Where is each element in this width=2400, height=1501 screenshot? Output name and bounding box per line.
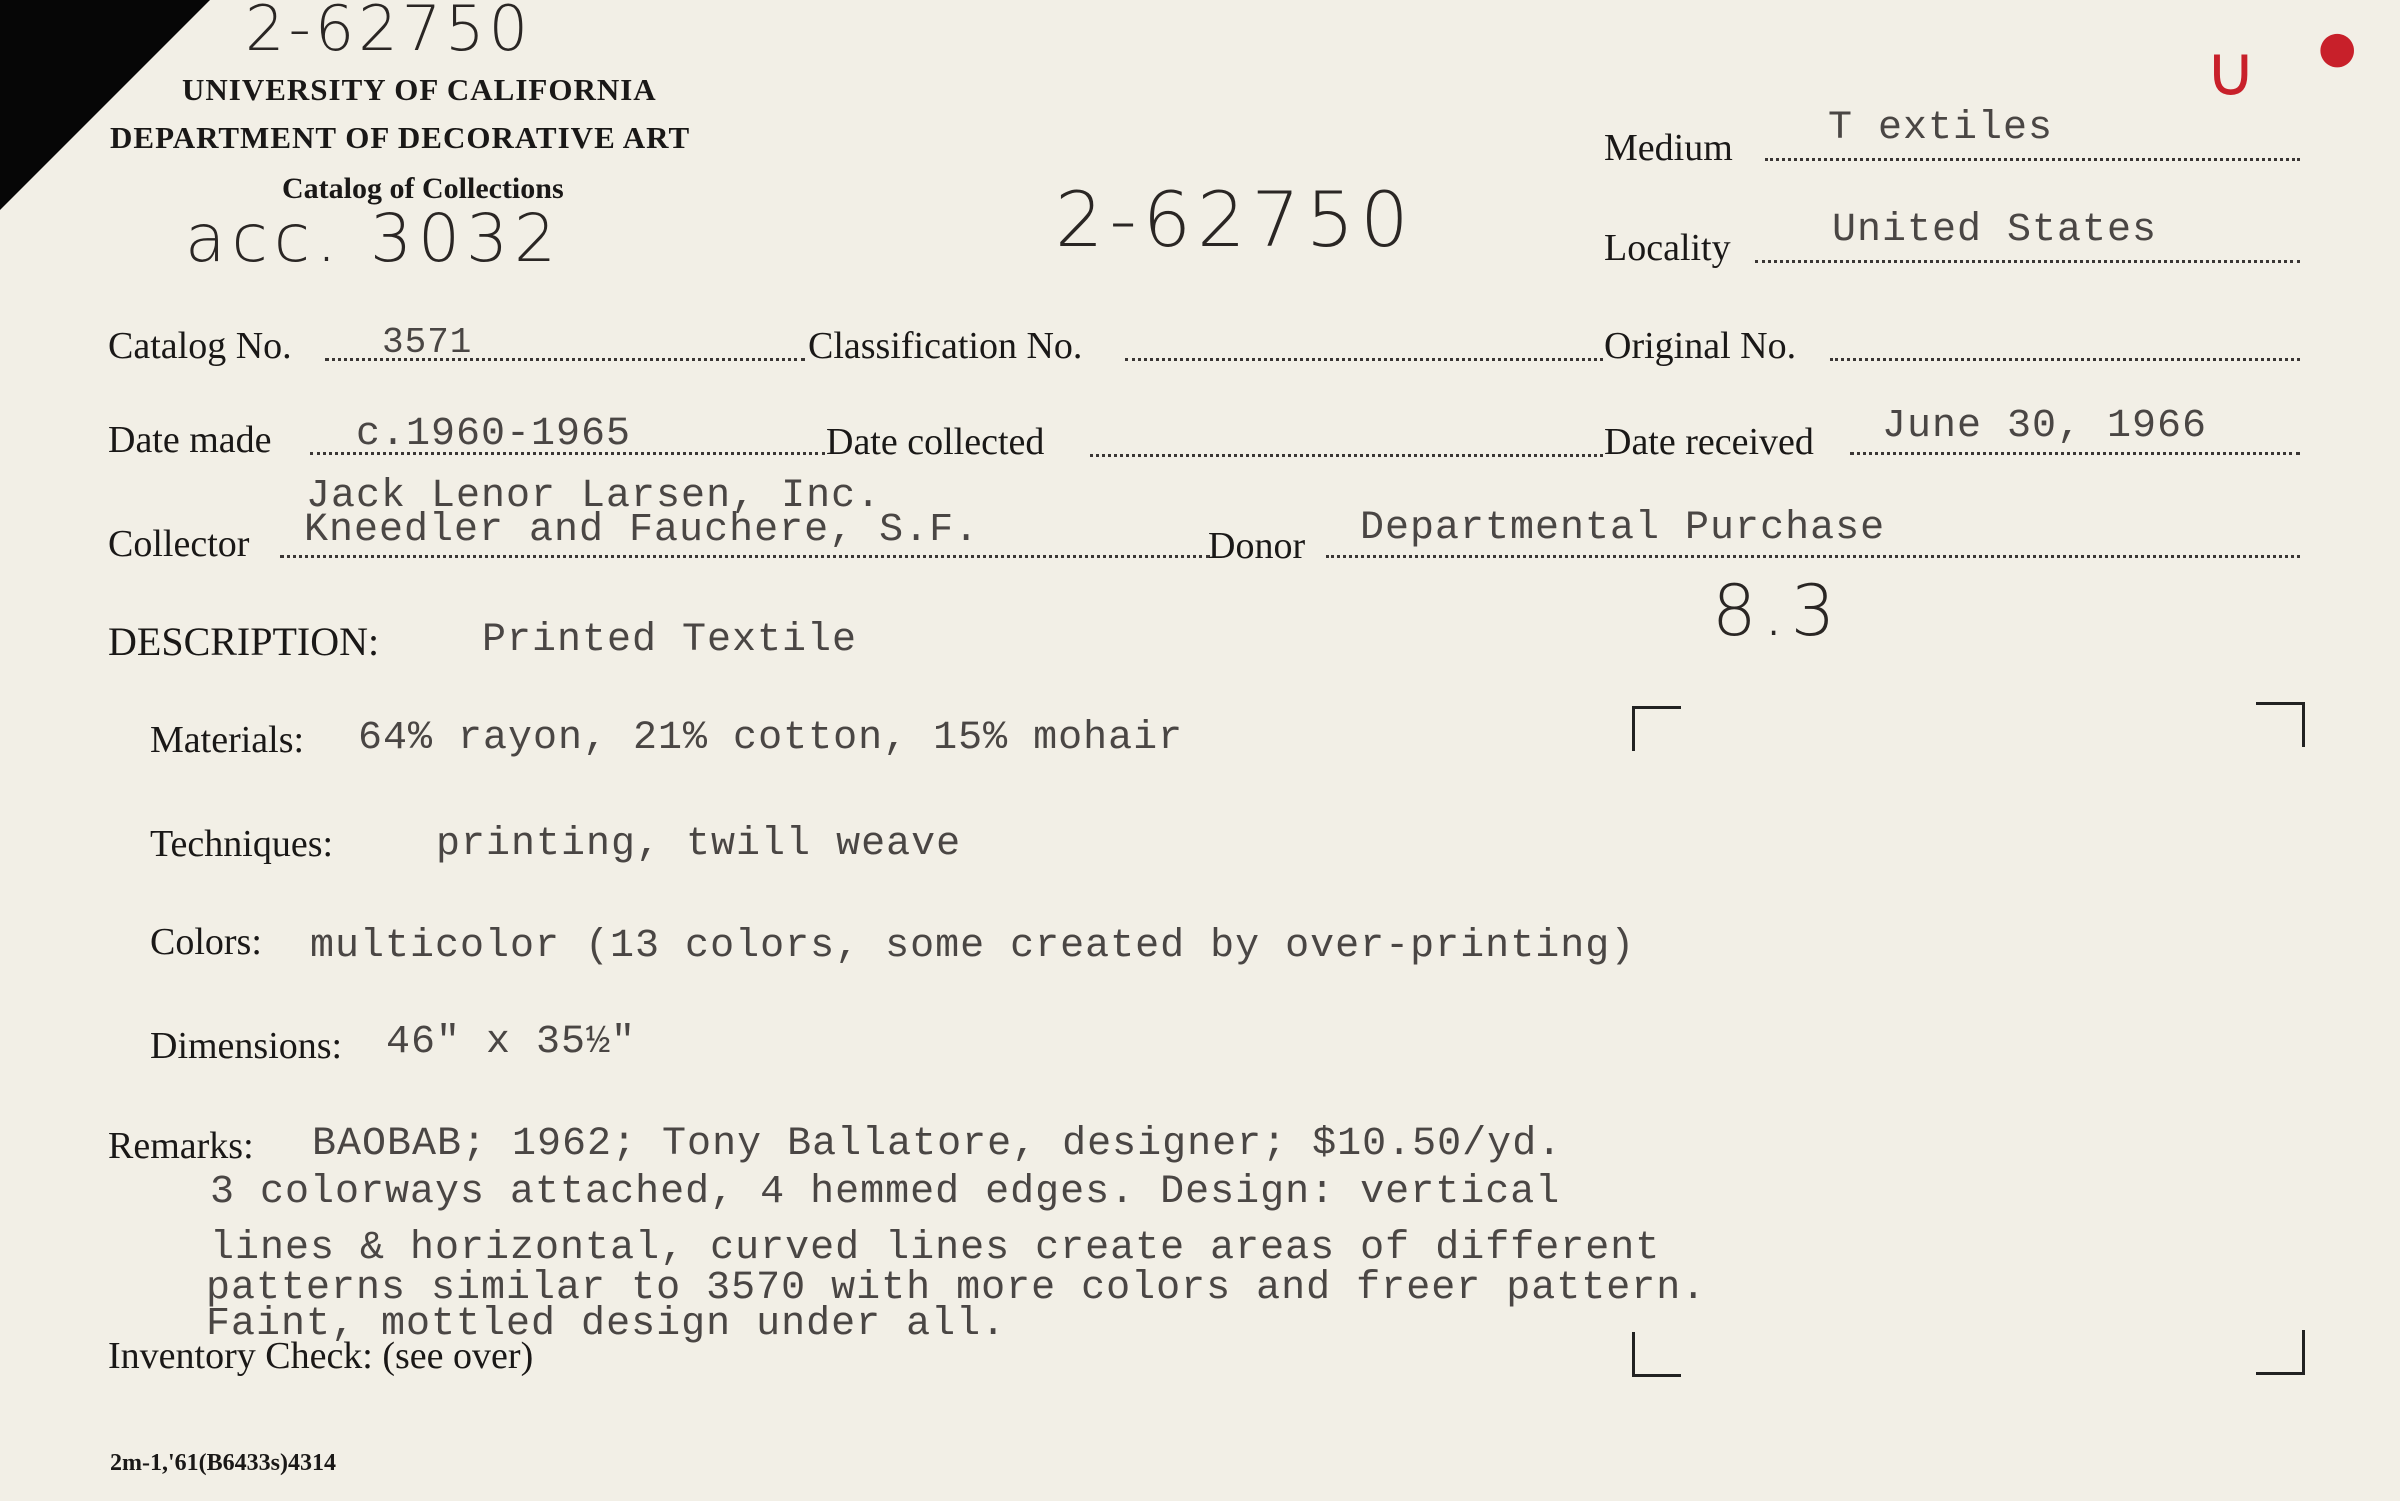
collector-line [280,555,1210,558]
materials-value: 64% rayon, 21% cotton, 15% mohair [358,716,1184,761]
techniques-label: Techniques: [150,823,334,865]
catalog-subheading: Catalog of Collections [282,172,564,205]
university-heading: UNIVERSITY OF CALIFORNIA [182,72,657,107]
description-label: DESCRIPTION: [108,619,380,664]
locality-value: United States [1832,208,2158,253]
original-no-line [1830,358,2300,361]
handwritten-top-number: 2-62750 [245,0,533,65]
date-collected-label: Date collected [826,421,1045,463]
catalog-no-value: 3571 [382,322,473,363]
date-received-value: June 30, 1966 [1882,404,2208,449]
colors-label: Colors: [150,921,262,963]
remarks-line5: Faint, mottled design under all. [206,1302,1007,1347]
collector-label: Collector [108,523,250,565]
original-no-label: Original No. [1604,325,1797,367]
remarks-line1: BAOBAB; 1962; Tony Ballatore, designer; $10.50/yd. [312,1122,1563,1167]
colors-value: multicolor (13 colors, some created by over-printing) [310,924,1636,969]
donor-line [1326,555,2300,558]
handwritten-8-3: 8.3 [1712,570,1842,652]
dimensions-label: Dimensions: [150,1025,343,1067]
description-value: Printed Textile [482,618,858,663]
crop-mark-bottom-left [1632,1332,1681,1377]
materials-label: Materials: [150,719,305,761]
acc-number: acc. 3032 [185,200,562,277]
date-received-line [1850,452,2300,455]
collector-line2: Kneedler and Fauchere, S.F. [304,508,980,553]
handwritten-center-number: 2-62750 [1055,175,1415,264]
crop-mark-bottom-right [2256,1330,2305,1375]
classification-label: Classification No. [808,325,1083,367]
date-received-label: Date received [1604,421,1814,463]
crop-mark-top-right [2256,702,2305,747]
red-check-mark: ∪ [2205,30,2257,112]
dimensions-value: 46" x 35½" [386,1020,637,1065]
print-code: 2m-1,'61(B6433s)4314 [110,1450,336,1476]
medium-line [1765,158,2300,161]
date-made-value: c.1960-1965 [356,412,632,457]
classification-line [1125,358,1603,361]
catalog-no-label: Catalog No. [108,325,292,367]
remarks-label: Remarks: [108,1125,254,1167]
date-made-label: Date made [108,419,272,461]
medium-label: Medium [1604,127,1733,169]
crop-mark-top-left [1632,706,1681,751]
department-heading: DEPARTMENT OF DECORATIVE ART [110,120,691,155]
inventory-check: Inventory Check: (see over) [108,1335,534,1377]
locality-line [1755,260,2300,263]
remarks-line3: lines & horizontal, curved lines create areas of different [210,1226,1661,1271]
collector-line1: Jack Lenor Larsen, Inc. [306,474,882,519]
remarks-line4: patterns similar to 3570 with more colors and freer pattern. [206,1266,1707,1311]
techniques-value: printing, twill weave [436,822,962,867]
donor-value: Departmental Purchase [1360,506,1886,551]
black-corner [0,0,210,210]
remarks-line2: 3 colorways attached, 4 hemmed edges. Design: vertical [210,1170,1561,1215]
medium-value: T extiles [1828,106,2054,151]
red-dot-mark: ● [2318,22,2357,73]
date-collected-line [1090,454,1603,457]
donor-label: Donor [1208,525,1306,567]
locality-label: Locality [1604,227,1731,269]
